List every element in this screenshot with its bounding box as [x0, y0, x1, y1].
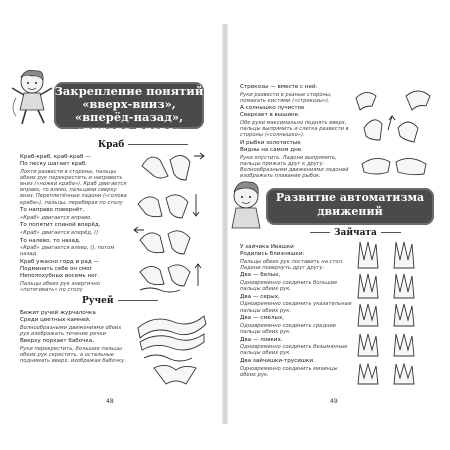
- verse-line: Два — ловких.: [240, 336, 283, 343]
- arms-illustration: [352, 84, 436, 184]
- verse-note: «Краб» двигается вперёд, (): [20, 229, 99, 236]
- crab-hands-illustration: [130, 146, 212, 294]
- verse-stream: [20, 310, 128, 366]
- page-48: [12, 28, 212, 420]
- verse-bunnies: [240, 244, 354, 379]
- verse-note: Одновременно соединить средние пальцы обеих рук.: [240, 322, 337, 335]
- verse-line: То направо повернёт,: [20, 207, 85, 214]
- verse-line: А солнышко лучистое: [240, 105, 305, 112]
- verse-line: Неполохубных восемь ног.: [20, 273, 100, 280]
- verse-line: Среди цветных камней.: [20, 317, 91, 323]
- verse-note: Руки перекрестить, большие пальцы обеих рук скрестить, а остальные поднимать вверх, изображая бабочку.: [20, 345, 126, 365]
- verse-note: Локти развести в стороны, пальцы обеих рук перекрестить и направить вниз («ножки краба»). Краб двигается вправо, то влево, пальцами сверху вниз. Переплетённые ладони («голова краба»), пальцы, перебирая по столу: [20, 168, 127, 206]
- verse-line: Краб-краб, краб-краб —: [20, 154, 91, 160]
- page-title-banner: [54, 82, 204, 137]
- bunny-fingers-illustration: [354, 238, 436, 388]
- page-title-banner: [266, 188, 434, 225]
- verse-note: Пальцы обеих рук энергично «потягивать» по столу: [20, 280, 100, 293]
- boy-illustration: [6, 68, 58, 126]
- section-heading-stream: Ручей: [82, 296, 158, 306]
- verse-note: Одновременно соединить безымянные пальцы обеих рук.: [240, 344, 348, 357]
- title-line-2: движений: [317, 205, 383, 218]
- verse-line: Подминать себе он смог: [20, 266, 93, 273]
- section-heading-bunnies: Зайчата: [310, 228, 401, 238]
- title-line-1: Развитие автоматизма: [275, 191, 425, 204]
- verse-line: Бежит ручей журчалочка: [20, 310, 96, 316]
- verse-line: Видны на самом дне.: [240, 147, 303, 154]
- verse-line: Два зайчишки-трусишки.: [240, 358, 315, 365]
- verse-line: По песку шагает краб.: [20, 161, 88, 167]
- verse-note: Руки опустить. Ладони выпрямить, пальцы прижать друг к другу. Волнообразными движениями ладоней изображать плавание рыбок.: [240, 154, 349, 180]
- verse-line: Два — серых,: [240, 293, 280, 300]
- verse-line: То попятит спиной вперёд,: [20, 222, 101, 229]
- section-heading-crab: Краб: [98, 140, 188, 150]
- hands-group-4: [140, 264, 201, 292]
- verse-line: Родились близняшки:: [240, 251, 305, 257]
- page-number-left: 48: [106, 398, 114, 405]
- verse-note: Волнообразными движениями обеих рук изображать течение речки: [20, 324, 122, 337]
- verse-note: Одновременно соединить указательные пальцы обеих рук.: [240, 301, 352, 314]
- hands-group-2: [138, 194, 199, 218]
- verse-note: Одновременно соединить мизинцы обеих рук.: [240, 365, 338, 378]
- verse-line: Сверкает в вышине.: [240, 112, 300, 119]
- verse-line: У зайчика Ивашки: [240, 244, 294, 250]
- verse-line: Вверху порхает бабочка,: [20, 338, 95, 345]
- page-49: [236, 28, 436, 420]
- verse-note: Руки развести в разные стороны, помахать кистями («стрекозы»).: [240, 91, 332, 104]
- verse-note: «Краб» двигается вправо.: [20, 214, 92, 221]
- verse-note: Одновременно соединить большие пальцы обеих рук.: [240, 279, 338, 293]
- girl-illustration: [226, 178, 268, 230]
- verse-line: Краб ужасно горд и рад —: [20, 259, 100, 266]
- title-line-2: «вверх-вниз», «вперёд-назад»,: [74, 97, 184, 124]
- verse-line: То налево, то назад.: [20, 237, 81, 244]
- title-line-1: Закрепление понятий: [54, 84, 204, 98]
- verse-crab: [20, 154, 128, 294]
- page-number-right: 49: [330, 398, 338, 405]
- verse-line: Два — белых,: [240, 272, 281, 279]
- verse-note: Пальцы обеих рук поставить на стол. Ладони повернуть друг другу.: [240, 258, 344, 271]
- verse-note: Обе руки максимально поднять вверх, пальцы выпрямить и слегка развести в стороны («солнышко»).: [240, 119, 349, 139]
- verse-line: Два — смелых,: [240, 315, 285, 322]
- verse-note: «Краб» двигается влево, (), потом назад.: [20, 245, 115, 258]
- verse-line: И рыбки золотистые: [240, 140, 301, 147]
- hands-group-3: [134, 227, 190, 254]
- hands-group-1: [142, 153, 204, 180]
- stream-hands-illustration: [134, 306, 210, 388]
- title-line-3: «вправо-влево»: [76, 123, 182, 137]
- verse-line: Стрекозы — вместе с ней.: [240, 84, 318, 90]
- verse-dragonflies: [240, 84, 350, 181]
